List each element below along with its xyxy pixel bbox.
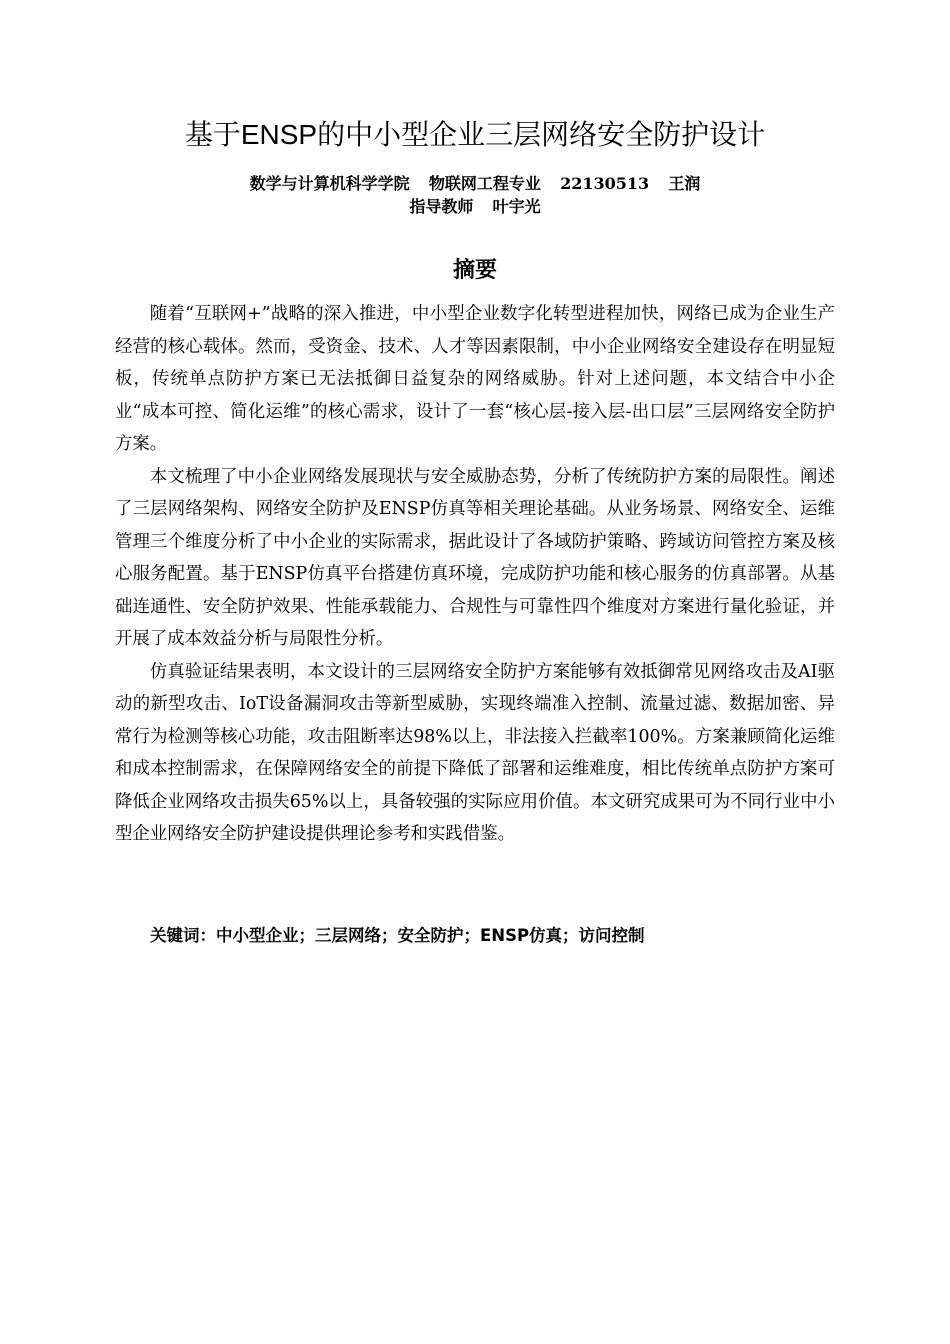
advisor-label: 指导教师 <box>409 197 474 216</box>
keywords-label: 关键词： <box>150 926 216 945</box>
keywords-text: 中小型企业；三层网络；安全防护；ENSP仿真；访问控制 <box>216 926 645 945</box>
author-info-line <box>0 172 950 196</box>
advisor-line <box>0 195 950 219</box>
abstract-paragraph: 仿真验证结果表明，本文设计的三层网络安全防护方案能够有效抵御常见网络攻击及AI驱动的新型攻击、IoT设备漏洞攻击等新型威胁，实现终端准入控制、流量过滤、数据加密、异常行为检测等核心功能，攻击阻断率达98%以上，非法接入拦截率100%。方案兼顾简化运维和成本控制需求，在保障网络安全的前提下降低了部署和运维难度，相比传统单点防护方案可降低企业网络攻击损失65%以上，具备较强的实际应用价值。本文研究成果可为不同行业中小型企业网络安全防护建设提供理论参考和实践借鉴。 <box>115 661 835 844</box>
advisor-name: 叶宇光 <box>492 197 541 216</box>
student-id: 22130513 <box>560 174 650 193</box>
college-name: 数学与计算机科学学院 <box>249 174 410 193</box>
keywords-line <box>150 922 850 950</box>
abstract-paragraph: 本文梳理了中小企业网络发展现状与安全威胁态势，分析了传统防护方案的局限性。阐述了三层网络架构、网络安全防护及ENSP仿真等相关理论基础。从业务场景、网络安全、运维管理三个维度分析了中小企业的实际需求，据此设计了各域防护策略、跨域访问管控方案及核心服务配置。基于ENSP仿真平台搭建仿真环境，完成防护功能和核心服务的仿真部署。从基础连通性、安全防护效果、性能承载能力、合规性与可靠性四个维度对方案进行量化验证，并开展了成本效益分析与局限性分析。 <box>115 466 835 649</box>
abstract-body <box>115 298 835 851</box>
paper-title: 基于ENSP的中小型企业三层网络安全防护设计 <box>184 119 766 150</box>
abstract-heading: 摘要 <box>452 257 497 282</box>
major-name: 物联网工程专业 <box>428 174 541 193</box>
abstract-paragraph: 随着“互联网+”战略的深入推进，中小型企业数字化转型进程加快，网络已成为企业生产经营的核心载体。然而，受资金、技术、人才等因素限制，中小企业网络安全建设存在明显短板，传统单点防护方案已无法抵御日益复杂的网络威胁。针对上述问题，本文结合中小企业“成本可控、简化运维”的核心需求，设计了一套“核心层-接入层-出口层”三层网络安全防护方案。 <box>115 304 835 454</box>
author-name: 王润 <box>668 174 701 193</box>
